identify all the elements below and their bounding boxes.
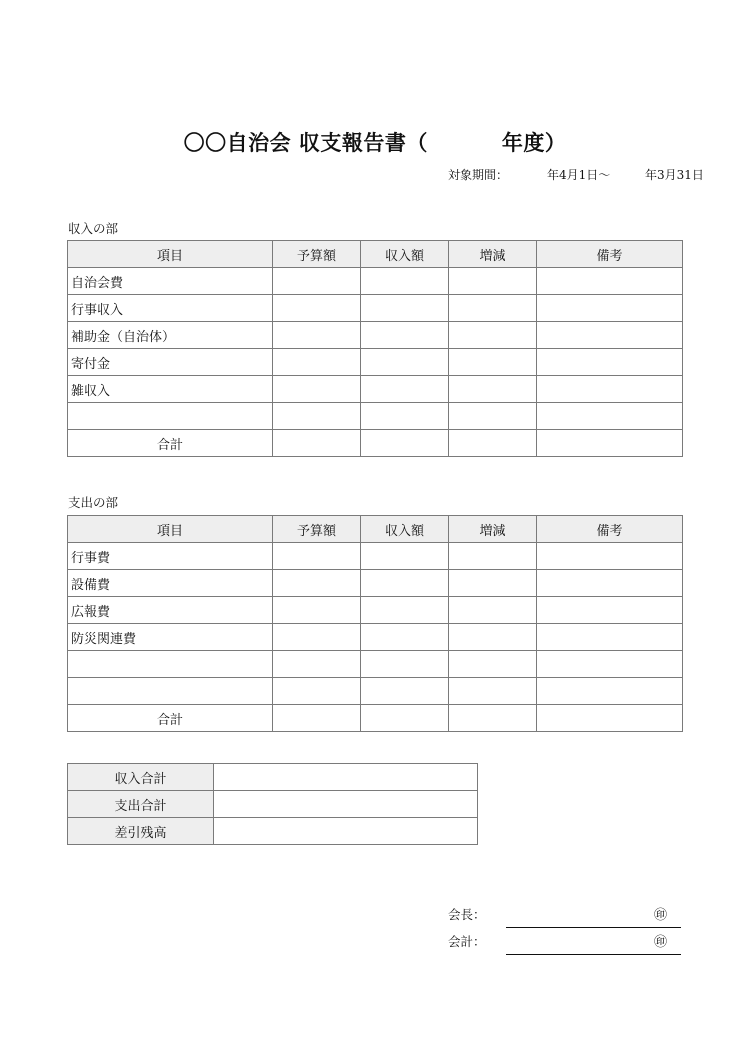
change-cell[interactable] — [449, 543, 537, 570]
budget-cell[interactable] — [273, 678, 361, 705]
budget-cell[interactable] — [273, 705, 361, 732]
income-cell[interactable] — [361, 268, 449, 295]
row-item-label: 補助金（自治体） — [68, 322, 273, 349]
table-row — [68, 349, 683, 376]
budget-cell[interactable] — [273, 295, 361, 322]
summary-row — [68, 764, 478, 791]
total-row — [68, 705, 683, 732]
change-cell[interactable] — [449, 403, 537, 430]
expense-table — [67, 515, 683, 732]
period-end: 年3月31日 — [645, 168, 704, 182]
income-cell[interactable] — [361, 678, 449, 705]
income-cell[interactable] — [361, 430, 449, 457]
chairman-label: 会長： — [448, 907, 486, 922]
chairman-signature-line[interactable] — [506, 926, 681, 928]
header-item: 項目 — [68, 241, 273, 268]
header-change: 増減 — [449, 516, 537, 543]
income-section-label: 収入の部 — [68, 221, 119, 236]
row-item-label: 広報費 — [68, 597, 273, 624]
income-cell[interactable] — [361, 597, 449, 624]
change-cell[interactable] — [449, 705, 537, 732]
income-table — [67, 240, 683, 457]
header-notes: 備考 — [537, 516, 683, 543]
change-cell[interactable] — [449, 322, 537, 349]
income-cell[interactable] — [361, 705, 449, 732]
change-cell[interactable] — [449, 624, 537, 651]
table-row — [68, 322, 683, 349]
income-cell[interactable] — [361, 403, 449, 430]
table-header-row — [68, 241, 683, 268]
notes-cell[interactable] — [537, 322, 683, 349]
budget-cell[interactable] — [273, 322, 361, 349]
income-cell[interactable] — [361, 570, 449, 597]
row-item-label: 雑収入 — [68, 376, 273, 403]
summary-value-expense-total[interactable] — [214, 791, 478, 818]
change-cell[interactable] — [449, 651, 537, 678]
notes-cell[interactable] — [537, 543, 683, 570]
table-row — [68, 268, 683, 295]
budget-cell[interactable] — [273, 376, 361, 403]
notes-cell[interactable] — [537, 349, 683, 376]
budget-cell[interactable] — [273, 543, 361, 570]
budget-cell[interactable] — [273, 268, 361, 295]
income-cell[interactable] — [361, 651, 449, 678]
change-cell[interactable] — [449, 376, 537, 403]
header-income: 収入額 — [361, 241, 449, 268]
period-label: 対象期間： — [448, 168, 509, 182]
summary-label-balance: 差引残高 — [68, 818, 214, 845]
row-item-label: 設備費 — [68, 570, 273, 597]
total-label: 合計 — [68, 430, 273, 457]
notes-cell[interactable] — [537, 268, 683, 295]
seal-icon: ㊞ — [654, 935, 668, 950]
table-header-row — [68, 516, 683, 543]
table-row — [68, 376, 683, 403]
table-row — [68, 678, 683, 705]
header-notes: 備考 — [537, 241, 683, 268]
header-change: 増減 — [449, 241, 537, 268]
table-row — [68, 295, 683, 322]
row-item-label[interactable] — [68, 678, 273, 705]
summary-value-income-total[interactable] — [214, 764, 478, 791]
page-title — [0, 127, 750, 157]
header-income: 収入額 — [361, 516, 449, 543]
notes-cell[interactable] — [537, 705, 683, 732]
total-row — [68, 430, 683, 457]
change-cell[interactable] — [449, 295, 537, 322]
income-cell[interactable] — [361, 624, 449, 651]
row-item-label[interactable] — [68, 403, 273, 430]
row-item-label: 自治会費 — [68, 268, 273, 295]
notes-cell[interactable] — [537, 570, 683, 597]
notes-cell[interactable] — [537, 678, 683, 705]
table-row — [68, 651, 683, 678]
change-cell[interactable] — [449, 268, 537, 295]
row-item-label: 防災関連費 — [68, 624, 273, 651]
budget-cell[interactable] — [273, 570, 361, 597]
notes-cell[interactable] — [537, 597, 683, 624]
notes-cell[interactable] — [537, 295, 683, 322]
budget-cell[interactable] — [273, 403, 361, 430]
income-cell[interactable] — [361, 295, 449, 322]
budget-cell[interactable] — [273, 430, 361, 457]
title-prefix: 〇〇自治会 収支報告書（ — [183, 131, 428, 155]
row-item-label: 行事収入 — [68, 295, 273, 322]
budget-cell[interactable] — [273, 651, 361, 678]
table-row — [68, 624, 683, 651]
budget-cell[interactable] — [273, 597, 361, 624]
change-cell[interactable] — [449, 570, 537, 597]
change-cell[interactable] — [449, 430, 537, 457]
expense-section-label: 支出の部 — [68, 495, 119, 510]
title-suffix: 年度） — [501, 131, 567, 155]
seal-icon: ㊞ — [654, 908, 668, 923]
notes-cell[interactable] — [537, 403, 683, 430]
change-cell[interactable] — [449, 597, 537, 624]
budget-cell[interactable] — [273, 349, 361, 376]
row-item-label: 行事費 — [68, 543, 273, 570]
summary-value-balance[interactable] — [214, 818, 478, 845]
total-label: 合計 — [68, 705, 273, 732]
change-cell[interactable] — [449, 678, 537, 705]
table-row — [68, 597, 683, 624]
header-budget: 予算額 — [273, 516, 361, 543]
treasurer-signature-line[interactable] — [506, 953, 681, 955]
notes-cell[interactable] — [537, 430, 683, 457]
period-start: 年4月1日〜 — [547, 168, 611, 182]
notes-cell[interactable] — [537, 624, 683, 651]
summary-label-expense-total: 支出合計 — [68, 791, 214, 818]
table-row — [68, 543, 683, 570]
table-row — [68, 570, 683, 597]
treasurer-label: 会計： — [448, 934, 486, 949]
notes-cell[interactable] — [537, 651, 683, 678]
budget-cell[interactable] — [273, 624, 361, 651]
summary-label-income-total: 収入合計 — [68, 764, 214, 791]
row-item-label[interactable] — [68, 651, 273, 678]
header-item: 項目 — [68, 516, 273, 543]
summary-row — [68, 791, 478, 818]
table-row — [68, 403, 683, 430]
summary-row — [68, 818, 478, 845]
change-cell[interactable] — [449, 349, 537, 376]
income-cell[interactable] — [361, 322, 449, 349]
summary-table — [67, 763, 478, 845]
income-cell[interactable] — [361, 376, 449, 403]
row-item-label: 寄付金 — [68, 349, 273, 376]
income-cell[interactable] — [361, 543, 449, 570]
header-budget: 予算額 — [273, 241, 361, 268]
notes-cell[interactable] — [537, 376, 683, 403]
income-cell[interactable] — [361, 349, 449, 376]
